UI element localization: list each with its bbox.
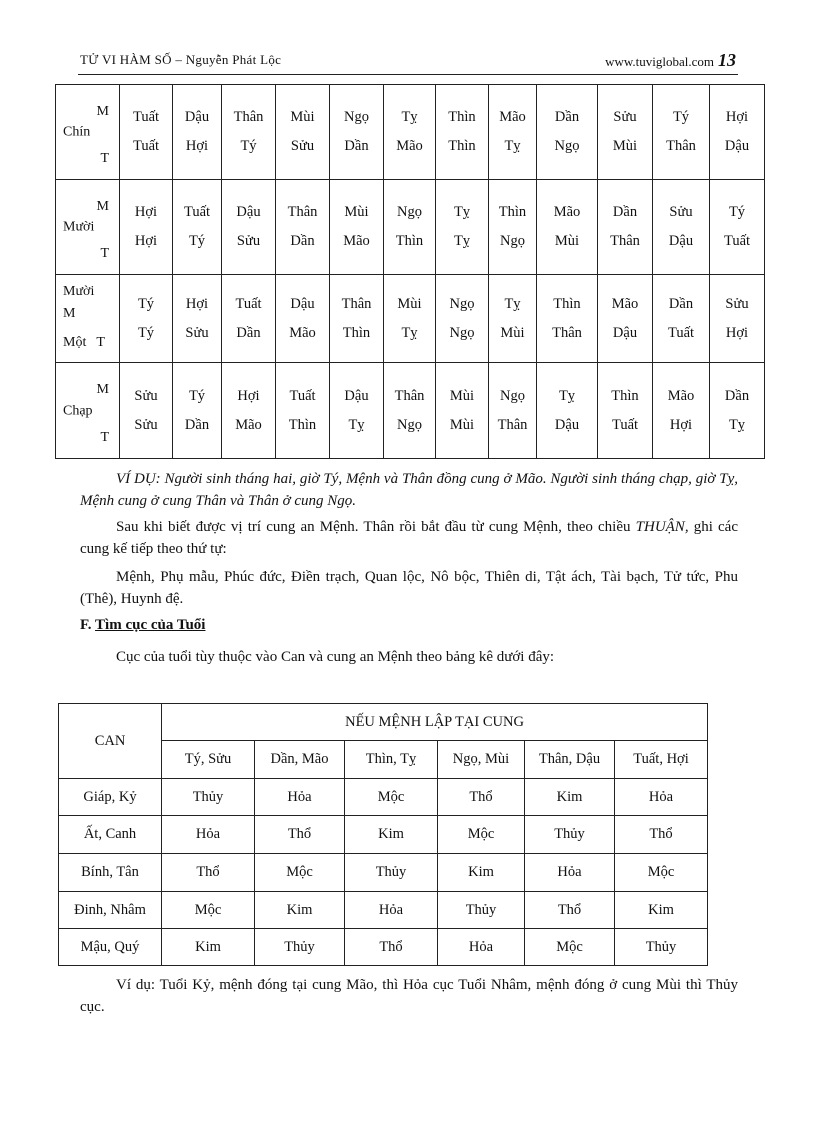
table-cell: Tỵ Mão — [384, 85, 436, 180]
table-cell: Thủy — [525, 816, 615, 854]
header-website[interactable]: www.tuviglobal.com — [605, 54, 714, 69]
table-cell: Sửu Sửu — [120, 363, 173, 459]
table-cell: Tuất Thìn — [276, 363, 330, 459]
table-cell: Hợi Sửu — [173, 275, 222, 363]
table-cell: Thủy — [162, 779, 255, 816]
table-cell: Mùi Mão — [330, 180, 384, 275]
table-cell: Tuất Tuất — [120, 85, 173, 180]
table-cell: Sửu Mùi — [598, 85, 653, 180]
menh-than-table — [55, 84, 765, 459]
table-cell: Hỏa — [525, 854, 615, 892]
table-cell: Thổ — [525, 892, 615, 929]
table-cell: Dần Tỵ — [710, 363, 765, 459]
table-cell: Hỏa — [162, 816, 255, 854]
row-label — [56, 180, 120, 275]
table-cell: Mùi Mùi — [436, 363, 489, 459]
table-cell: Thủy — [345, 854, 438, 892]
table-row — [59, 892, 708, 929]
table-cell: Ngọ Thìn — [384, 180, 436, 275]
label-t: T — [100, 246, 109, 261]
table-cell: Kim — [525, 779, 615, 816]
table-cell: Kim — [615, 892, 708, 929]
table-cell: Mùi Tỵ — [384, 275, 436, 363]
table-row — [59, 854, 708, 892]
label-t: T — [100, 151, 109, 166]
table-cell: Hợi Hợi — [120, 180, 173, 275]
table-cell: Mộc — [525, 929, 615, 966]
final-example-paragraph: Ví dụ: Tuổi Kỷ, mệnh đóng tại cung Mão, thì Hỏa cục Tuổi Nhâm, mệnh đóng ở cung Mùi thì Thủy cục. — [80, 977, 738, 1015]
table-cell: Thân Thìn — [330, 275, 384, 363]
table-cell: Thân Tý — [222, 85, 276, 180]
label-m: M — [96, 382, 109, 397]
table-cell: Mão Dậu — [598, 275, 653, 363]
table-cell: Kim — [345, 816, 438, 854]
table-cell: Kim — [162, 929, 255, 966]
header-title: TỬ VI HÀM SỐ – Nguyễn Phát Lộc — [80, 52, 282, 67]
table-cell: Thủy — [615, 929, 708, 966]
table-cell: Thổ — [615, 816, 708, 854]
table-cell: Dậu Sửu — [222, 180, 276, 275]
table-cell: Tuất Dần — [222, 275, 276, 363]
table-cell: Dậu Mão — [276, 275, 330, 363]
section-heading: F. Tìm cục của Tuổi — [80, 617, 206, 633]
header-right — [605, 50, 736, 71]
can-cell: Ất, Canh — [59, 816, 162, 854]
label-t: T — [100, 430, 109, 445]
column-header: Dần, Mão — [255, 741, 345, 779]
table-row — [56, 363, 765, 459]
table-cell: Thủy — [438, 892, 525, 929]
table-cell: Ngọ Ngọ — [436, 275, 489, 363]
table-cell: Thìn Tuất — [598, 363, 653, 459]
can-header: CAN — [59, 704, 162, 779]
table-cell: Dậu Tỵ — [330, 363, 384, 459]
row-label — [56, 363, 120, 459]
can-cell: Bính, Tân — [59, 854, 162, 892]
table-cell: Mộc — [438, 816, 525, 854]
table-cell: Ngọ Dần — [330, 85, 384, 180]
table-row — [56, 275, 765, 363]
table-cell: Mộc — [615, 854, 708, 892]
table-cell: Tuất Tý — [173, 180, 222, 275]
table-cell: Thổ — [162, 854, 255, 892]
page-header — [78, 48, 738, 75]
table-cell: Tỵ Tỵ — [436, 180, 489, 275]
table-cell: Mộc — [255, 854, 345, 892]
intro-paragraph: Cục của tuổi tùy thuộc vào Can và cung an Mệnh theo bảng kê dưới đây: — [116, 649, 555, 665]
table-cell: Thổ — [255, 816, 345, 854]
table-cell: Mùi Sửu — [276, 85, 330, 180]
table-cell: Mão Mùi — [537, 180, 598, 275]
table-cell: Mộc — [162, 892, 255, 929]
table-cell: Sửu Hợi — [710, 275, 765, 363]
row-label — [56, 85, 120, 180]
table-cell: Tý Tuất — [710, 180, 765, 275]
table-cell: Thổ — [345, 929, 438, 966]
table-row — [59, 816, 708, 854]
table-cell: Hỏa — [345, 892, 438, 929]
table-row — [56, 180, 765, 275]
table-cell: Dần Ngọ — [537, 85, 598, 180]
emphasis-thuan: THUẬN, — [635, 519, 689, 535]
table-cell: Hợi Mão — [222, 363, 276, 459]
column-header: Tuất, Hợi — [615, 741, 708, 779]
label-name: Mười — [63, 219, 95, 235]
table-cell: Thìn Thìn — [436, 85, 489, 180]
table-cell: Hỏa — [255, 779, 345, 816]
table-cell: Hỏa — [615, 779, 708, 816]
table-cell: Kim — [438, 854, 525, 892]
page-number: 13 — [718, 50, 736, 70]
can-cell: Đinh, Nhâm — [59, 892, 162, 929]
column-header: Thìn, Tỵ — [345, 741, 438, 779]
after-paragraph: Sau khi biết được vị trí cung an Mệnh. Thân rồi bắt đầu từ cung Mệnh, theo chiều THUẬN, ghi các cung kế tiếp theo thứ tự: — [80, 519, 738, 557]
group-header: NẾU MỆNH LẬP TẠI CUNG — [162, 704, 708, 741]
table-row — [59, 779, 708, 816]
column-header: Thân, Dậu — [525, 741, 615, 779]
table-header-row — [59, 704, 708, 741]
table-cell: Hợi Dậu — [710, 85, 765, 180]
table-cell: Mão Tỵ — [489, 85, 537, 180]
table-cell: Tỵ Mùi — [489, 275, 537, 363]
label-line1: Mười — [63, 284, 95, 299]
label-line2: M — [63, 306, 76, 321]
label-name: Chạp — [63, 403, 93, 418]
table-cell: Thổ — [438, 779, 525, 816]
table-cell: Dậu Hợi — [173, 85, 222, 180]
example-paragraph: VÍ DỤ: Người sinh tháng hai, giờ Tý, Mệnh và Thân đồng cung ở Mão. Người sinh tháng chạp, giờ Tỵ, Mệnh cung ở cung Thân và Thân ở cung Ngọ. — [80, 471, 738, 509]
palace-list-paragraph: Mệnh, Phụ mẫu, Phúc đức, Điền trạch, Quan lộc, Nô bộc, Thiên di, Tật ách, Tài bạch, Tử tức, Phu (Thê), Huynh đệ. — [80, 569, 738, 607]
table-cell: Tý Dần — [173, 363, 222, 459]
table-cell: Thân Dần — [276, 180, 330, 275]
table-row — [56, 85, 765, 180]
label-name: Chín — [63, 124, 91, 140]
table-cell: Kim — [255, 892, 345, 929]
row-label — [56, 275, 120, 363]
table-cell: Mão Hợi — [653, 363, 710, 459]
table-row — [59, 929, 708, 966]
can-cell: Giáp, Kỷ — [59, 779, 162, 816]
table-cell: Dần Thân — [598, 180, 653, 275]
table-cell: Thìn Thân — [537, 275, 598, 363]
table-cell: Mộc — [345, 779, 438, 816]
table-cell: Thủy — [255, 929, 345, 966]
table-cell: Thân Ngọ — [384, 363, 436, 459]
column-header: Tý, Sửu — [162, 741, 255, 779]
label-m: M — [96, 104, 109, 119]
table-cell: Tỵ Dậu — [537, 363, 598, 459]
table-cell: Thìn Ngọ — [489, 180, 537, 275]
label-m: M — [96, 199, 109, 214]
table-cell: Sửu Dậu — [653, 180, 710, 275]
table-cell: Hỏa — [438, 929, 525, 966]
table-cell: Tý Tý — [120, 275, 173, 363]
table-cell: Ngọ Thân — [489, 363, 537, 459]
table-cell: Tý Thân — [653, 85, 710, 180]
can-cell: Mậu, Quý — [59, 929, 162, 966]
column-header: Ngọ, Mùi — [438, 741, 525, 779]
cuc-table — [58, 703, 708, 966]
table-cell: Dần Tuất — [653, 275, 710, 363]
label-line3: Một T — [63, 335, 105, 350]
